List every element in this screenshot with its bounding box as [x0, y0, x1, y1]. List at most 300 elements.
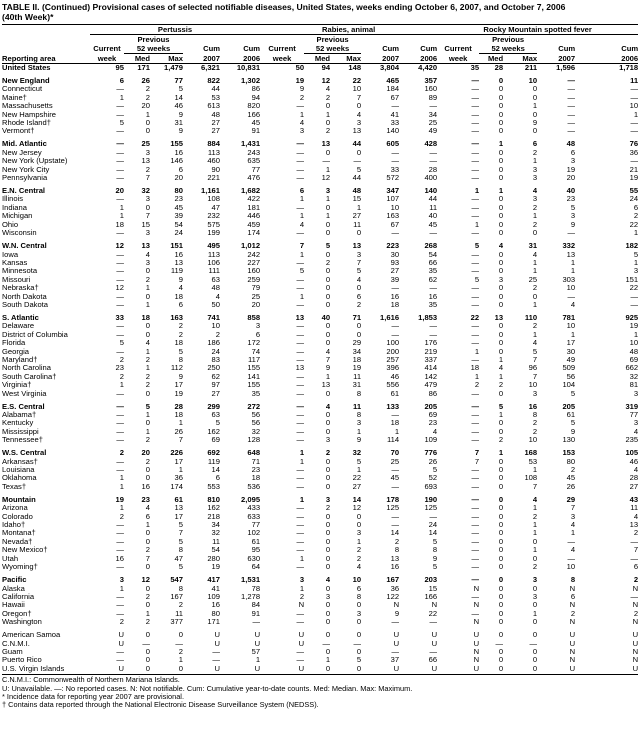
value-cell: 19	[629, 322, 639, 331]
value-cell: 1	[532, 258, 538, 267]
value-cell: 18	[390, 300, 400, 309]
value-cell: 203	[424, 576, 438, 585]
table-row	[2, 348, 638, 356]
value-cell: 223	[386, 242, 400, 251]
value-cell: 2	[119, 449, 124, 458]
value-cell: 2	[178, 647, 183, 656]
value-cell: —	[471, 85, 480, 94]
table-row	[2, 127, 638, 135]
value-cell: 1	[570, 529, 576, 538]
value-cell: 148	[348, 63, 362, 72]
value-cell: 0	[325, 275, 331, 284]
value-cell: 8	[356, 411, 362, 419]
value-cell: 9	[394, 609, 400, 618]
med-label: Med	[304, 54, 330, 64]
value-cell: 12	[141, 576, 150, 585]
value-cell: 0	[532, 584, 538, 593]
value-cell: —	[429, 229, 438, 238]
value-cell: —	[471, 229, 480, 238]
table-region-row	[2, 77, 638, 85]
value-cell: 28	[629, 474, 639, 483]
value-cell: 11	[630, 77, 639, 85]
value-cell: 235	[625, 436, 639, 445]
value-cell: —	[296, 411, 305, 419]
value-cell: 0	[498, 250, 504, 259]
value-cell: 86	[251, 85, 261, 94]
value-cell: 83	[211, 355, 220, 364]
value-cell: 0	[145, 267, 150, 276]
value-cell: 7	[570, 504, 576, 513]
value-cell: 0	[325, 330, 331, 339]
value-cell: 1	[299, 457, 305, 466]
value-cell: 0	[145, 631, 150, 640]
value-cell: 6	[356, 292, 362, 301]
value-cell: —	[471, 250, 480, 259]
value-cell: 3	[145, 258, 150, 267]
reporting-area-cell: Guam	[2, 647, 23, 656]
table-row	[2, 102, 638, 110]
value-cell: 0	[532, 292, 538, 301]
value-cell: 26	[174, 427, 183, 436]
value-cell: 8	[356, 389, 362, 398]
table-row	[2, 221, 638, 229]
value-cell: 0	[498, 93, 504, 102]
value-cell: 3	[633, 419, 639, 428]
value-cell: 4	[178, 284, 183, 293]
value-cell: 1	[145, 427, 150, 436]
value-cell: 160	[247, 267, 261, 276]
value-cell: —	[116, 330, 124, 339]
value-cell: 2	[532, 427, 538, 436]
value-cell: 1,278	[241, 592, 261, 601]
value-cell: 26	[141, 77, 150, 85]
value-cell: —	[296, 436, 305, 445]
value-cell: 80	[211, 609, 220, 618]
value-cell: 78	[251, 584, 261, 593]
value-cell: —	[429, 330, 438, 339]
value-cell: 465	[386, 77, 400, 85]
reporting-area-cell: E.S. Central	[2, 402, 45, 411]
value-cell: 4	[532, 495, 538, 504]
value-cell: 3	[532, 592, 538, 601]
value-cell: 5	[570, 203, 576, 212]
value-cell: 9	[178, 127, 183, 136]
value-cell: 2	[532, 512, 538, 521]
value-cell: 1	[356, 427, 362, 436]
value-cell: 45	[174, 203, 183, 212]
value-cell: —	[116, 229, 124, 238]
value-cell: 1,531	[241, 576, 261, 585]
value-cell: 2	[570, 466, 576, 475]
reporting-area-cell: Mississippi	[2, 427, 39, 436]
value-cell: 178	[386, 495, 400, 504]
reporting-area-cell: Oregon†	[2, 609, 32, 618]
value-cell: 0	[498, 148, 504, 157]
value-cell: 4	[532, 339, 538, 348]
value-cell: 20	[141, 449, 150, 458]
reporting-area-cell: S. Atlantic	[2, 313, 39, 322]
value-cell: 1	[299, 250, 305, 259]
value-cell: 6	[299, 187, 305, 196]
value-cell: —	[116, 609, 124, 618]
value-cell: 26	[566, 482, 576, 491]
value-cell: —	[471, 292, 480, 301]
max-label: Max	[150, 54, 183, 64]
reporting-area-cell: Mountain	[2, 495, 36, 504]
value-cell: 15	[428, 584, 438, 593]
value-cell: 509	[562, 364, 576, 373]
reporting-area-cell: Minnesota	[2, 267, 38, 276]
value-cell: 0	[145, 474, 150, 483]
table-row	[2, 195, 638, 203]
value-cell: 0	[145, 292, 150, 301]
value-cell: 741	[207, 313, 220, 322]
value-cell: 272	[247, 402, 261, 411]
value-cell: 31	[174, 119, 183, 128]
value-cell: 2	[633, 529, 639, 538]
value-cell: 9	[178, 275, 183, 284]
value-cell: 26	[428, 457, 438, 466]
reporting-area-cell: Louisiana	[2, 466, 35, 475]
reporting-area-cell: Pacific	[2, 576, 27, 585]
value-cell: 2,095	[241, 495, 261, 504]
value-cell: 205	[424, 402, 438, 411]
value-cell: 0	[145, 601, 150, 610]
value-cell: 174	[247, 229, 261, 238]
value-cell: 3	[356, 419, 362, 428]
value-cell: 31	[352, 381, 362, 390]
value-cell: 111	[208, 267, 220, 276]
value-cell: 3	[325, 436, 331, 445]
value-cell: 41	[211, 584, 220, 593]
value-cell: 54	[174, 220, 183, 229]
value-cell: 9	[299, 85, 305, 94]
value-cell: 1	[119, 93, 124, 102]
table-row	[2, 111, 638, 119]
value-cell: 8	[432, 546, 438, 555]
value-cell: —	[296, 427, 305, 436]
value-cell: 4	[532, 250, 538, 259]
value-cell: 13	[352, 127, 362, 136]
value-cell: 16	[174, 148, 183, 157]
value-cell: 0	[145, 656, 150, 665]
table-row	[2, 466, 638, 474]
value-cell: 10	[629, 102, 639, 111]
value-cell: 1	[532, 330, 538, 339]
value-cell: 6	[119, 77, 124, 85]
value-cell: U	[569, 639, 576, 648]
value-cell: 22	[629, 284, 639, 293]
value-cell: 130	[562, 436, 576, 445]
table-row	[2, 339, 638, 347]
value-cell: 119	[207, 457, 220, 466]
value-cell: 71	[251, 457, 261, 466]
value-cell: 1	[299, 584, 305, 593]
cum-label: Cum	[382, 44, 400, 54]
value-cell: 45	[428, 220, 438, 229]
value-cell: 54	[428, 250, 438, 259]
value-cell: —	[116, 85, 124, 94]
value-cell: —	[471, 563, 480, 572]
table-row	[2, 458, 638, 466]
value-cell: 27	[211, 389, 220, 398]
value-cell: 0	[145, 584, 150, 593]
value-cell: 1	[498, 372, 504, 381]
current-label: Current	[93, 44, 121, 54]
value-cell: 0	[498, 521, 504, 530]
table-row	[2, 267, 638, 275]
value-cell: 0	[498, 174, 504, 183]
value-cell: 13	[494, 313, 504, 322]
value-cell: 4	[325, 85, 331, 94]
table-row	[2, 610, 638, 618]
value-cell: —	[471, 576, 480, 585]
value-cell: 0	[178, 631, 183, 640]
table-row	[2, 513, 638, 521]
table-row	[2, 322, 638, 330]
max-label: Max	[330, 54, 361, 64]
cum-label: Cum	[203, 44, 220, 54]
value-cell: 10	[390, 203, 400, 212]
table-body	[2, 64, 638, 674]
value-cell: 1	[474, 187, 480, 196]
value-cell: 4	[299, 220, 305, 229]
value-cell: 96	[528, 364, 538, 373]
value-cell: —	[296, 140, 305, 149]
value-cell: 332	[562, 242, 576, 251]
value-cell: 1	[255, 656, 261, 665]
data-table	[2, 24, 638, 673]
table-row	[2, 411, 638, 419]
value-cell: 1	[532, 102, 538, 111]
table-row	[2, 555, 638, 563]
value-cell: U	[118, 631, 124, 640]
value-cell: 5	[570, 389, 576, 398]
value-cell: 0	[498, 563, 504, 572]
value-cell: —	[116, 537, 124, 546]
value-cell: 2	[325, 127, 331, 136]
value-cell: 61	[174, 495, 183, 504]
value-cell: —	[567, 292, 576, 301]
table-row	[2, 640, 638, 648]
value-cell: 2	[532, 203, 538, 212]
value-cell: —	[116, 529, 124, 538]
reporting-area-cell: New York (Upstate)	[2, 157, 68, 166]
value-cell: —	[116, 267, 124, 276]
value-cell: U	[298, 639, 305, 648]
table-row	[2, 593, 638, 601]
value-cell: 8	[178, 584, 183, 593]
value-cell: 2	[532, 220, 538, 229]
table-row	[2, 631, 638, 639]
value-cell: 693	[424, 482, 438, 491]
value-cell: —	[116, 250, 124, 259]
value-cell: 11	[353, 372, 362, 381]
value-cell: 257	[386, 355, 400, 364]
value-cell: 171	[207, 618, 220, 627]
value-cell: 5	[474, 275, 480, 284]
value-cell: —	[322, 157, 331, 166]
footnotes	[2, 674, 638, 710]
value-cell: 16	[390, 563, 400, 572]
value-cell: 572	[386, 174, 400, 183]
value-cell: 0	[532, 656, 538, 665]
value-cell: 77	[251, 165, 261, 174]
value-cell: 24	[428, 521, 438, 530]
value-cell: 396	[386, 364, 400, 373]
value-cell: 48	[352, 187, 362, 196]
value-cell: 45	[251, 119, 261, 128]
value-cell: —	[175, 639, 183, 648]
value-cell: 0	[325, 220, 331, 229]
value-cell: 3	[299, 576, 305, 585]
value-cell: 3	[299, 127, 305, 136]
value-cell: U	[569, 631, 576, 640]
value-cell: 3	[532, 174, 538, 183]
value-cell: 5	[356, 267, 362, 276]
value-cell: 11	[353, 402, 362, 411]
value-cell: 10	[629, 339, 639, 348]
value-cell: —	[296, 330, 305, 339]
reporting-area-cell: W.N. Central	[2, 242, 47, 251]
value-cell: 3	[570, 512, 576, 521]
value-cell: —	[391, 618, 400, 627]
value-cell: 4	[570, 521, 576, 530]
value-cell: —	[391, 482, 400, 491]
value-cell: 7	[356, 93, 362, 102]
value-cell: 44	[428, 195, 438, 204]
value-cell: 5	[178, 537, 183, 546]
value-cell: 4	[145, 250, 150, 259]
value-cell: —	[567, 537, 576, 546]
table-row	[2, 381, 638, 389]
value-cell: 0	[498, 229, 504, 238]
value-cell: 13	[295, 364, 305, 373]
value-cell: —	[296, 339, 305, 348]
value-cell: U	[632, 664, 639, 673]
value-cell: 20	[251, 300, 261, 309]
reporting-area-cell: California	[2, 592, 35, 601]
value-cell: 7	[145, 554, 150, 563]
value-cell: 1,853	[418, 313, 438, 322]
value-cell: 28	[494, 63, 504, 72]
value-cell: 0	[532, 229, 538, 238]
value-cell: 1	[498, 411, 504, 419]
value-cell: 46	[390, 372, 400, 381]
value-cell: 0	[325, 647, 331, 656]
value-cell: 1	[145, 300, 150, 309]
value-cell: 556	[386, 381, 400, 390]
value-cell: —	[296, 609, 305, 618]
value-cell: 142	[424, 372, 438, 381]
table-row	[2, 546, 638, 554]
value-cell: —	[471, 512, 480, 521]
value-cell: 7	[178, 529, 183, 538]
value-cell: —	[116, 656, 124, 665]
value-cell: 1	[299, 292, 305, 301]
value-cell: 10	[352, 85, 362, 94]
value-cell: 0	[325, 102, 331, 111]
value-cell: —	[116, 402, 124, 411]
value-cell: 2	[633, 609, 639, 618]
value-cell: —	[116, 521, 124, 530]
value-cell: 400	[424, 174, 438, 183]
value-cell: 23	[141, 495, 150, 504]
value-cell: —	[471, 402, 480, 411]
value-cell: —	[116, 148, 124, 157]
value-cell: U	[298, 631, 305, 640]
value-cell: 7	[532, 482, 538, 491]
value-cell: 5	[498, 402, 504, 411]
value-cell: 4	[215, 292, 220, 301]
reporting-area-cell: New Jersey	[2, 148, 42, 157]
value-cell: 2	[215, 330, 220, 339]
value-cell: 13	[321, 140, 331, 149]
value-cell: 13	[321, 381, 331, 390]
reporting-area-cell: Kansas	[2, 258, 28, 267]
value-cell: 884	[207, 140, 220, 149]
table-row	[2, 656, 638, 664]
reporting-area-cell: Tennessee†	[2, 436, 43, 445]
value-cell: 1	[570, 267, 576, 276]
value-cell: —	[471, 592, 480, 601]
value-cell: 227	[247, 258, 261, 267]
value-cell: —	[429, 647, 438, 656]
year-2007-label: 2007	[537, 54, 575, 64]
value-cell: 347	[386, 187, 400, 196]
value-cell: 0	[498, 339, 504, 348]
value-cell: 0	[325, 457, 331, 466]
value-cell: N	[569, 656, 576, 665]
value-cell: —	[296, 322, 305, 331]
value-cell: 0	[356, 521, 362, 530]
value-cell: 27	[211, 119, 220, 128]
value-cell: —	[471, 212, 480, 221]
value-cell: 48	[211, 284, 220, 293]
cum-label: Cum	[243, 44, 261, 54]
value-cell: 5	[215, 419, 220, 428]
value-cell: 16	[174, 250, 183, 259]
table-row	[2, 563, 638, 571]
value-cell: 32	[629, 372, 639, 381]
value-cell: —	[116, 347, 124, 356]
table-row	[2, 301, 638, 309]
value-cell: 43	[629, 495, 639, 504]
value-cell: 24	[211, 347, 220, 356]
value-cell: 18	[141, 313, 150, 322]
value-cell: 17	[174, 381, 183, 390]
reporting-area-cell: Kentucky	[2, 419, 34, 428]
value-cell: 77	[629, 411, 639, 419]
reporting-area-cell: Connecticut	[2, 85, 43, 94]
year-2006-label: 2006	[220, 54, 260, 64]
value-cell: 20	[174, 174, 183, 183]
table-row	[2, 251, 638, 259]
value-cell: U	[431, 664, 438, 673]
value-cell: —	[212, 647, 220, 656]
value-cell: 0	[532, 631, 538, 640]
value-cell: 1	[532, 157, 538, 166]
value-cell: 63	[211, 411, 220, 419]
value-cell: 19	[352, 364, 362, 373]
value-cell: 2	[325, 93, 331, 102]
value-cell: 0	[325, 119, 331, 128]
value-cell: 29	[566, 495, 576, 504]
table-region-row	[2, 187, 638, 195]
value-cell: 0	[532, 110, 538, 119]
value-cell: 0	[498, 664, 504, 673]
value-cell: —	[353, 639, 362, 648]
